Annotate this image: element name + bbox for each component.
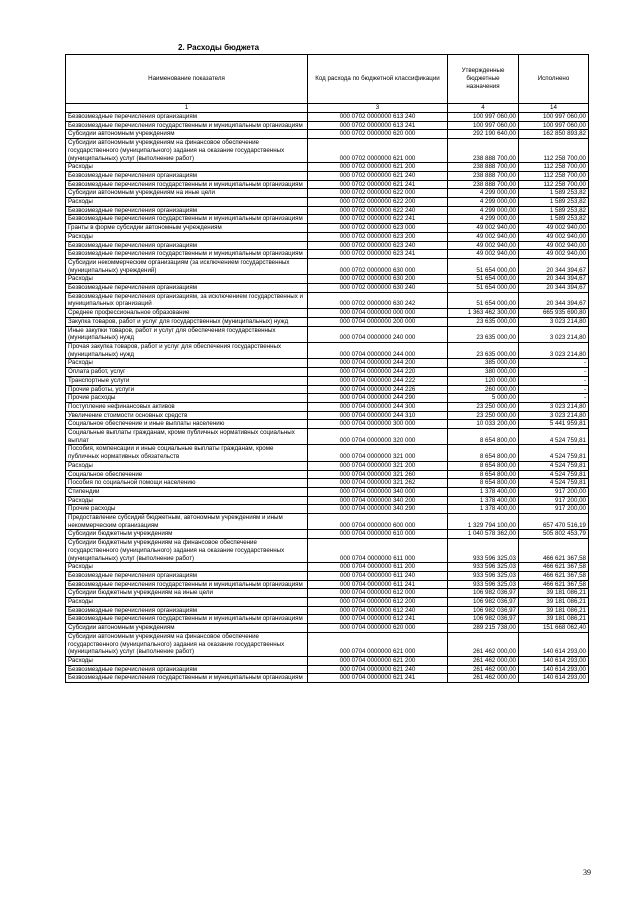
row-executed: 20 344 394,67: [519, 258, 589, 274]
row-executed: 1 589 253,82: [519, 198, 589, 207]
row-name: Расходы: [66, 496, 308, 505]
table-row: [66, 198, 589, 207]
table-row: [66, 606, 589, 615]
col-number-14: 14: [519, 104, 589, 113]
col-number-4: 4: [448, 104, 519, 113]
table-body: [66, 113, 589, 683]
row-code: 000 0704 0000000 321 200: [308, 461, 448, 470]
row-approved: 51 654 000,00: [448, 258, 519, 274]
row-approved: 4 299 000,00: [448, 206, 519, 215]
row-code: 000 0702 0000000 623 200: [308, 232, 448, 241]
row-executed: -: [519, 368, 589, 377]
row-executed: 49 002 940,00: [519, 224, 589, 233]
row-approved: 5 000,00: [448, 394, 519, 403]
row-code: 000 0704 0000000 321 260: [308, 470, 448, 479]
row-name: Субсидии автономным учреждениям: [66, 624, 308, 633]
row-code: 000 0702 0000000 622 200: [308, 198, 448, 207]
row-name: Увеличение стоимости основных средств: [66, 411, 308, 420]
row-executed: 100 997 060,00: [519, 121, 589, 130]
row-executed: 39 181 086,21: [519, 598, 589, 607]
row-approved: 238 888 700,00: [448, 163, 519, 172]
col-number-3: 3: [308, 104, 448, 113]
table-row: [66, 258, 589, 274]
row-approved: 49 002 940,00: [448, 241, 519, 250]
row-approved: 385 000,00: [448, 359, 519, 368]
row-name: Безвозмездные перечисления организациям: [66, 284, 308, 293]
row-executed: 466 621 367,58: [519, 571, 589, 580]
row-approved: 1 040 578 362,00: [448, 530, 519, 539]
row-approved: 933 596 325,03: [448, 563, 519, 572]
row-executed: 100 997 060,00: [519, 113, 589, 122]
row-code: 000 0704 0000000 244 226: [308, 385, 448, 394]
row-executed: 917 200,00: [519, 487, 589, 496]
row-code: 000 0704 0000000 244 000: [308, 342, 448, 358]
row-code: 000 0704 0000000 612 240: [308, 606, 448, 615]
row-executed: 20 344 394,67: [519, 275, 589, 284]
row-name: Среднее профессиональное образование: [66, 309, 308, 318]
row-executed: 4 524 759,81: [519, 461, 589, 470]
table-row: [66, 139, 589, 163]
row-name: Субсидии бюджетным учреждениям на финансовое обеспечение государственного (муниципального) задания на оказание государственных (муниципальных) услуг (выполнение работ): [66, 539, 308, 563]
row-code: 000 0704 0000000 320 000: [308, 429, 448, 445]
row-name: Предоставление субсидий бюджетным, автономным учреждениям и иным некоммерческим организациям: [66, 514, 308, 530]
row-executed: 162 850 893,82: [519, 130, 589, 139]
row-approved: 23 635 000,00: [448, 326, 519, 342]
row-approved: 289 215 738,00: [448, 624, 519, 633]
row-name: Социальное обеспечение: [66, 470, 308, 479]
table-row: [66, 479, 589, 488]
row-executed: 49 002 940,00: [519, 250, 589, 259]
row-approved: 106 982 036,97: [448, 615, 519, 624]
table-row: [66, 232, 589, 241]
row-code: 000 0704 0000000 244 290: [308, 394, 448, 403]
row-code: 000 0704 0000000 611 200: [308, 563, 448, 572]
row-name: Расходы: [66, 563, 308, 572]
row-approved: 49 002 940,00: [448, 224, 519, 233]
row-name: Субсидии бюджетным учреждениям на иные цели: [66, 589, 308, 598]
row-executed: -: [519, 359, 589, 368]
row-executed: 140 614 293,00: [519, 632, 589, 656]
row-name: Транспортные услуги: [66, 376, 308, 385]
row-name: Безвозмездные перечисления государственным и муниципальным организациям: [66, 250, 308, 259]
table-row: [66, 180, 589, 189]
row-approved: 120 000,00: [448, 376, 519, 385]
table-row: [66, 121, 589, 130]
row-executed: 140 614 293,00: [519, 665, 589, 674]
row-executed: 4 524 759,81: [519, 445, 589, 461]
row-code: 000 0702 0000000 630 000: [308, 258, 448, 274]
row-approved: 292 190 640,00: [448, 130, 519, 139]
row-approved: 106 982 036,97: [448, 589, 519, 598]
row-code: 000 0702 0000000 622 240: [308, 206, 448, 215]
table-row: [66, 284, 589, 293]
row-executed: 49 002 940,00: [519, 232, 589, 241]
table-row: [66, 470, 589, 479]
row-approved: 260 000,00: [448, 385, 519, 394]
table-row: [66, 624, 589, 633]
table-row: [66, 674, 589, 683]
row-code: 000 0702 0000000 623 000: [308, 224, 448, 233]
table-row: [66, 250, 589, 259]
row-code: 000 0702 0000000 621 240: [308, 171, 448, 180]
row-executed: 1 589 253,82: [519, 189, 589, 198]
row-approved: 51 654 000,00: [448, 284, 519, 293]
table-row: [66, 130, 589, 139]
page-number: 39: [583, 868, 591, 877]
row-name: Безвозмездные перечисления организациям: [66, 241, 308, 250]
row-name: Безвозмездные перечисления организациям: [66, 206, 308, 215]
row-executed: 3 023 214,80: [519, 317, 589, 326]
row-approved: 51 654 000,00: [448, 292, 519, 308]
table-row: [66, 368, 589, 377]
table-row: [66, 206, 589, 215]
row-approved: 49 002 940,00: [448, 250, 519, 259]
row-executed: 20 344 394,67: [519, 284, 589, 293]
row-executed: 39 181 086,21: [519, 606, 589, 615]
table-row: [66, 342, 589, 358]
row-name: Поступление нефинансовых активов: [66, 402, 308, 411]
row-code: 000 0704 0000000 244 200: [308, 359, 448, 368]
row-name: Прочие работы, услуги: [66, 385, 308, 394]
row-approved: 238 888 700,00: [448, 171, 519, 180]
row-name: Прочие расходы: [66, 394, 308, 403]
row-name: Субсидии автономным учреждениям на финансовое обеспечение государственного (муниципального) задания на оказание государственных (муниципальных) услуг (выполнение работ): [66, 139, 308, 163]
row-approved: 23 250 000,00: [448, 411, 519, 420]
row-name: Закупка товаров, работ и услуг для государственных (муниципальных) нужд: [66, 317, 308, 326]
table-row: [66, 402, 589, 411]
table-row: [66, 539, 589, 563]
col-header-code: Код расхода по бюджетной классификации: [308, 55, 448, 104]
row-name: Безвозмездные перечисления государственным и муниципальным организациям: [66, 215, 308, 224]
table-row: [66, 615, 589, 624]
row-name: Безвозмездные перечисления организациям, за исключением государственных и муниципальных организаций: [66, 292, 308, 308]
table-row: [66, 275, 589, 284]
table-row: [66, 317, 589, 326]
row-approved: 8 654 800,00: [448, 479, 519, 488]
row-name: Расходы: [66, 359, 308, 368]
row-code: 000 0702 0000000 623 241: [308, 250, 448, 259]
row-name: Расходы: [66, 598, 308, 607]
row-code: 000 0702 0000000 622 241: [308, 215, 448, 224]
table-row: [66, 420, 589, 429]
row-approved: 8 654 800,00: [448, 470, 519, 479]
table-row: [66, 292, 589, 308]
table-row: [66, 359, 589, 368]
table-row: [66, 563, 589, 572]
table-row: [66, 496, 589, 505]
row-code: 000 0704 0000000 300 000: [308, 420, 448, 429]
row-code: 000 0702 0000000 621 241: [308, 180, 448, 189]
row-code: 000 0704 0000000 244 300: [308, 402, 448, 411]
row-code: 000 0704 0000000 621 241: [308, 674, 448, 683]
table-row: [66, 665, 589, 674]
row-executed: 1 589 253,82: [519, 215, 589, 224]
row-code: 000 0704 0000000 620 000: [308, 624, 448, 633]
table-row: [66, 657, 589, 666]
row-executed: 3 023 214,80: [519, 402, 589, 411]
row-code: 000 0702 0000000 621 200: [308, 163, 448, 172]
row-code: 000 0702 0000000 613 241: [308, 121, 448, 130]
row-name: Прочая закупка товаров, работ и услуг для обеспечения государственных (муниципальных) нужд: [66, 342, 308, 358]
row-name: Пособия по социальной помощи населению: [66, 479, 308, 488]
row-approved: 1 378 400,00: [448, 487, 519, 496]
row-name: Прочие расходы: [66, 505, 308, 514]
row-approved: 933 596 325,03: [448, 580, 519, 589]
row-code: 000 0704 0000000 321 000: [308, 445, 448, 461]
row-executed: 4 524 759,81: [519, 429, 589, 445]
table-row: [66, 171, 589, 180]
row-code: 000 0704 0000000 611 000: [308, 539, 448, 563]
row-executed: 3 023 214,80: [519, 342, 589, 358]
row-executed: 4 524 759,81: [519, 479, 589, 488]
table-row: [66, 394, 589, 403]
row-code: 000 0702 0000000 613 240: [308, 113, 448, 122]
row-executed: 3 023 214,80: [519, 411, 589, 420]
row-code: 000 0704 0000000 600 000: [308, 514, 448, 530]
expenses-table: [65, 54, 589, 683]
table-row: [66, 461, 589, 470]
row-code: 000 0702 0000000 630 242: [308, 292, 448, 308]
table-row: [66, 113, 589, 122]
row-name: Безвозмездные перечисления организациям: [66, 665, 308, 674]
row-approved: 1 363 462 300,00: [448, 309, 519, 318]
row-executed: 112 258 700,00: [519, 180, 589, 189]
row-name: Стипендии: [66, 487, 308, 496]
row-approved: 100 997 060,00: [448, 121, 519, 130]
col-header-executed: Исполнено: [519, 55, 589, 104]
row-approved: 261 462 000,00: [448, 632, 519, 656]
row-executed: 917 200,00: [519, 496, 589, 505]
table-row: [66, 580, 589, 589]
row-approved: 261 462 000,00: [448, 657, 519, 666]
row-name: Пособия, компенсации и иные социальные выплаты гражданам, кроме публичных нормативных обязательств: [66, 445, 308, 461]
row-approved: 23 635 000,00: [448, 342, 519, 358]
row-executed: 112 258 700,00: [519, 163, 589, 172]
table-row: [66, 571, 589, 580]
col-header-name: Наименование показателя: [66, 55, 308, 104]
row-name: Безвозмездные перечисления государственным и муниципальным организациям: [66, 180, 308, 189]
row-approved: 49 002 940,00: [448, 232, 519, 241]
row-executed: 20 344 394,67: [519, 292, 589, 308]
row-name: Субсидии автономным учреждениям на финансовое обеспечение государственного (муниципального) задания на оказание государственных (муниципальных) услуг (выполнение работ): [66, 632, 308, 656]
row-name: Расходы: [66, 198, 308, 207]
row-approved: 106 982 036,97: [448, 598, 519, 607]
row-approved: 4 299 000,00: [448, 215, 519, 224]
row-executed: 140 614 293,00: [519, 657, 589, 666]
row-name: Расходы: [66, 275, 308, 284]
table-row: [66, 326, 589, 342]
row-code: 000 0704 0000000 612 241: [308, 615, 448, 624]
row-name: Расходы: [66, 232, 308, 241]
row-code: 000 0704 0000000 200 000: [308, 317, 448, 326]
table-row: [66, 487, 589, 496]
row-name: Социальные выплаты гражданам, кроме публичных нормативных социальных выплат: [66, 429, 308, 445]
table-row: [66, 385, 589, 394]
row-approved: 1 378 400,00: [448, 505, 519, 514]
row-code: 000 0704 0000000 610 000: [308, 530, 448, 539]
table-row: [66, 530, 589, 539]
table-row: [66, 598, 589, 607]
row-code: 000 0704 0000000 621 000: [308, 632, 448, 656]
table-row: [66, 505, 589, 514]
row-code: 000 0704 0000000 621 240: [308, 665, 448, 674]
row-code: 000 0704 0000000 321 262: [308, 479, 448, 488]
row-executed: 151 668 062,40: [519, 624, 589, 633]
row-executed: 39 181 086,21: [519, 589, 589, 598]
row-code: 000 0704 0000000 340 290: [308, 505, 448, 514]
table-row: [66, 224, 589, 233]
row-name: Субсидии автономным учреждениям: [66, 130, 308, 139]
row-executed: 4 524 759,81: [519, 470, 589, 479]
row-approved: 23 635 000,00: [448, 317, 519, 326]
row-approved: 238 888 700,00: [448, 139, 519, 163]
row-code: 000 0702 0000000 630 200: [308, 275, 448, 284]
row-approved: 380 000,00: [448, 368, 519, 377]
row-code: 000 0704 0000000 244 220: [308, 368, 448, 377]
row-executed: 466 621 367,58: [519, 580, 589, 589]
row-approved: 8 654 800,00: [448, 461, 519, 470]
row-name: Субсидии бюджетным учреждениям: [66, 530, 308, 539]
row-approved: 8 654 800,00: [448, 429, 519, 445]
table-row: [66, 309, 589, 318]
row-approved: 261 462 000,00: [448, 674, 519, 683]
table-row: [66, 241, 589, 250]
row-code: 000 0704 0000000 612 000: [308, 589, 448, 598]
row-approved: 1 378 400,00: [448, 496, 519, 505]
row-name: Безвозмездные перечисления государственным и муниципальным организациям: [66, 121, 308, 130]
row-executed: 5 441 959,81: [519, 420, 589, 429]
row-code: 000 0702 0000000 621 000: [308, 139, 448, 163]
table-row: [66, 514, 589, 530]
table-row: [66, 632, 589, 656]
table-row: [66, 163, 589, 172]
row-name: Безвозмездные перечисления организациям: [66, 606, 308, 615]
row-name: Безвозмездные перечисления государственным и муниципальным организациям: [66, 580, 308, 589]
row-approved: 261 462 000,00: [448, 665, 519, 674]
row-approved: 933 596 325,03: [448, 571, 519, 580]
row-name: Расходы: [66, 657, 308, 666]
table-row: [66, 429, 589, 445]
row-name: Субсидии автономным учреждениям на иные цели: [66, 189, 308, 198]
row-approved: 8 654 800,00: [448, 445, 519, 461]
row-name: Гранты в форме субсидии автономным учреждениям: [66, 224, 308, 233]
row-name: Расходы: [66, 461, 308, 470]
row-approved: 238 888 700,00: [448, 180, 519, 189]
row-executed: 505 802 453,79: [519, 530, 589, 539]
row-executed: 665 935 690,80: [519, 309, 589, 318]
row-code: 000 0704 0000000 611 240: [308, 571, 448, 580]
row-name: Безвозмездные перечисления организациям: [66, 571, 308, 580]
table-row: [66, 445, 589, 461]
row-executed: 112 258 700,00: [519, 139, 589, 163]
table-row: [66, 411, 589, 420]
row-approved: 1 329 794 100,00: [448, 514, 519, 530]
row-code: 000 0702 0000000 623 240: [308, 241, 448, 250]
row-code: 000 0704 0000000 244 222: [308, 376, 448, 385]
table-row: [66, 189, 589, 198]
row-executed: -: [519, 376, 589, 385]
table-row: [66, 215, 589, 224]
row-approved: 10 033 200,00: [448, 420, 519, 429]
row-executed: 140 614 293,00: [519, 674, 589, 683]
row-name: Иные закупки товаров, работ и услуг для обеспечения государственных (муниципальных) нужд: [66, 326, 308, 342]
row-approved: 23 250 000,00: [448, 402, 519, 411]
row-code: 000 0704 0000000 000 000: [308, 309, 448, 318]
row-executed: 657 470 516,19: [519, 514, 589, 530]
row-code: 000 0702 0000000 620 000: [308, 130, 448, 139]
row-name: Расходы: [66, 163, 308, 172]
row-executed: 917 200,00: [519, 505, 589, 514]
row-code: 000 0704 0000000 340 000: [308, 487, 448, 496]
row-code: 000 0702 0000000 622 000: [308, 189, 448, 198]
row-approved: 933 596 325,03: [448, 539, 519, 563]
row-executed: 39 181 086,21: [519, 615, 589, 624]
row-executed: 466 621 367,58: [519, 563, 589, 572]
row-executed: 1 589 253,82: [519, 206, 589, 215]
row-executed: 49 002 940,00: [519, 241, 589, 250]
row-code: 000 0704 0000000 340 200: [308, 496, 448, 505]
row-name: Безвозмездные перечисления государственным и муниципальным организациям: [66, 615, 308, 624]
row-code: 000 0704 0000000 244 310: [308, 411, 448, 420]
col-number-1: 1: [66, 104, 308, 113]
row-approved: 4 299 000,00: [448, 198, 519, 207]
row-code: 000 0704 0000000 612 200: [308, 598, 448, 607]
row-approved: 4 299 000,00: [448, 189, 519, 198]
row-name: Социальное обеспечение и иные выплаты населению: [66, 420, 308, 429]
col-header-approved: Утвержденные бюджетные назначения: [448, 55, 519, 104]
row-code: 000 0704 0000000 240 000: [308, 326, 448, 342]
table-row: [66, 376, 589, 385]
row-approved: 106 982 036,97: [448, 606, 519, 615]
row-executed: 112 258 700,00: [519, 171, 589, 180]
row-name: Оплата работ, услуг: [66, 368, 308, 377]
row-executed: -: [519, 394, 589, 403]
row-name: Безвозмездные перечисления организациям: [66, 171, 308, 180]
row-executed: 3 023 214,80: [519, 326, 589, 342]
row-executed: 466 621 367,58: [519, 539, 589, 563]
row-approved: 51 654 000,00: [448, 275, 519, 284]
row-name: Безвозмездные перечисления государственным и муниципальным организациям: [66, 674, 308, 683]
row-code: 000 0704 0000000 621 200: [308, 657, 448, 666]
row-code: 000 0702 0000000 630 240: [308, 284, 448, 293]
section-heading: 2. Расходы бюджета: [178, 43, 260, 52]
row-code: 000 0704 0000000 611 241: [308, 580, 448, 589]
row-approved: 100 997 060,00: [448, 113, 519, 122]
table-row: [66, 589, 589, 598]
row-name: Субсидии некоммерческим организациям (за исключением государственных (муниципальных) учреждений): [66, 258, 308, 274]
row-executed: -: [519, 385, 589, 394]
row-name: Безвозмездные перечисления организациям: [66, 113, 308, 122]
